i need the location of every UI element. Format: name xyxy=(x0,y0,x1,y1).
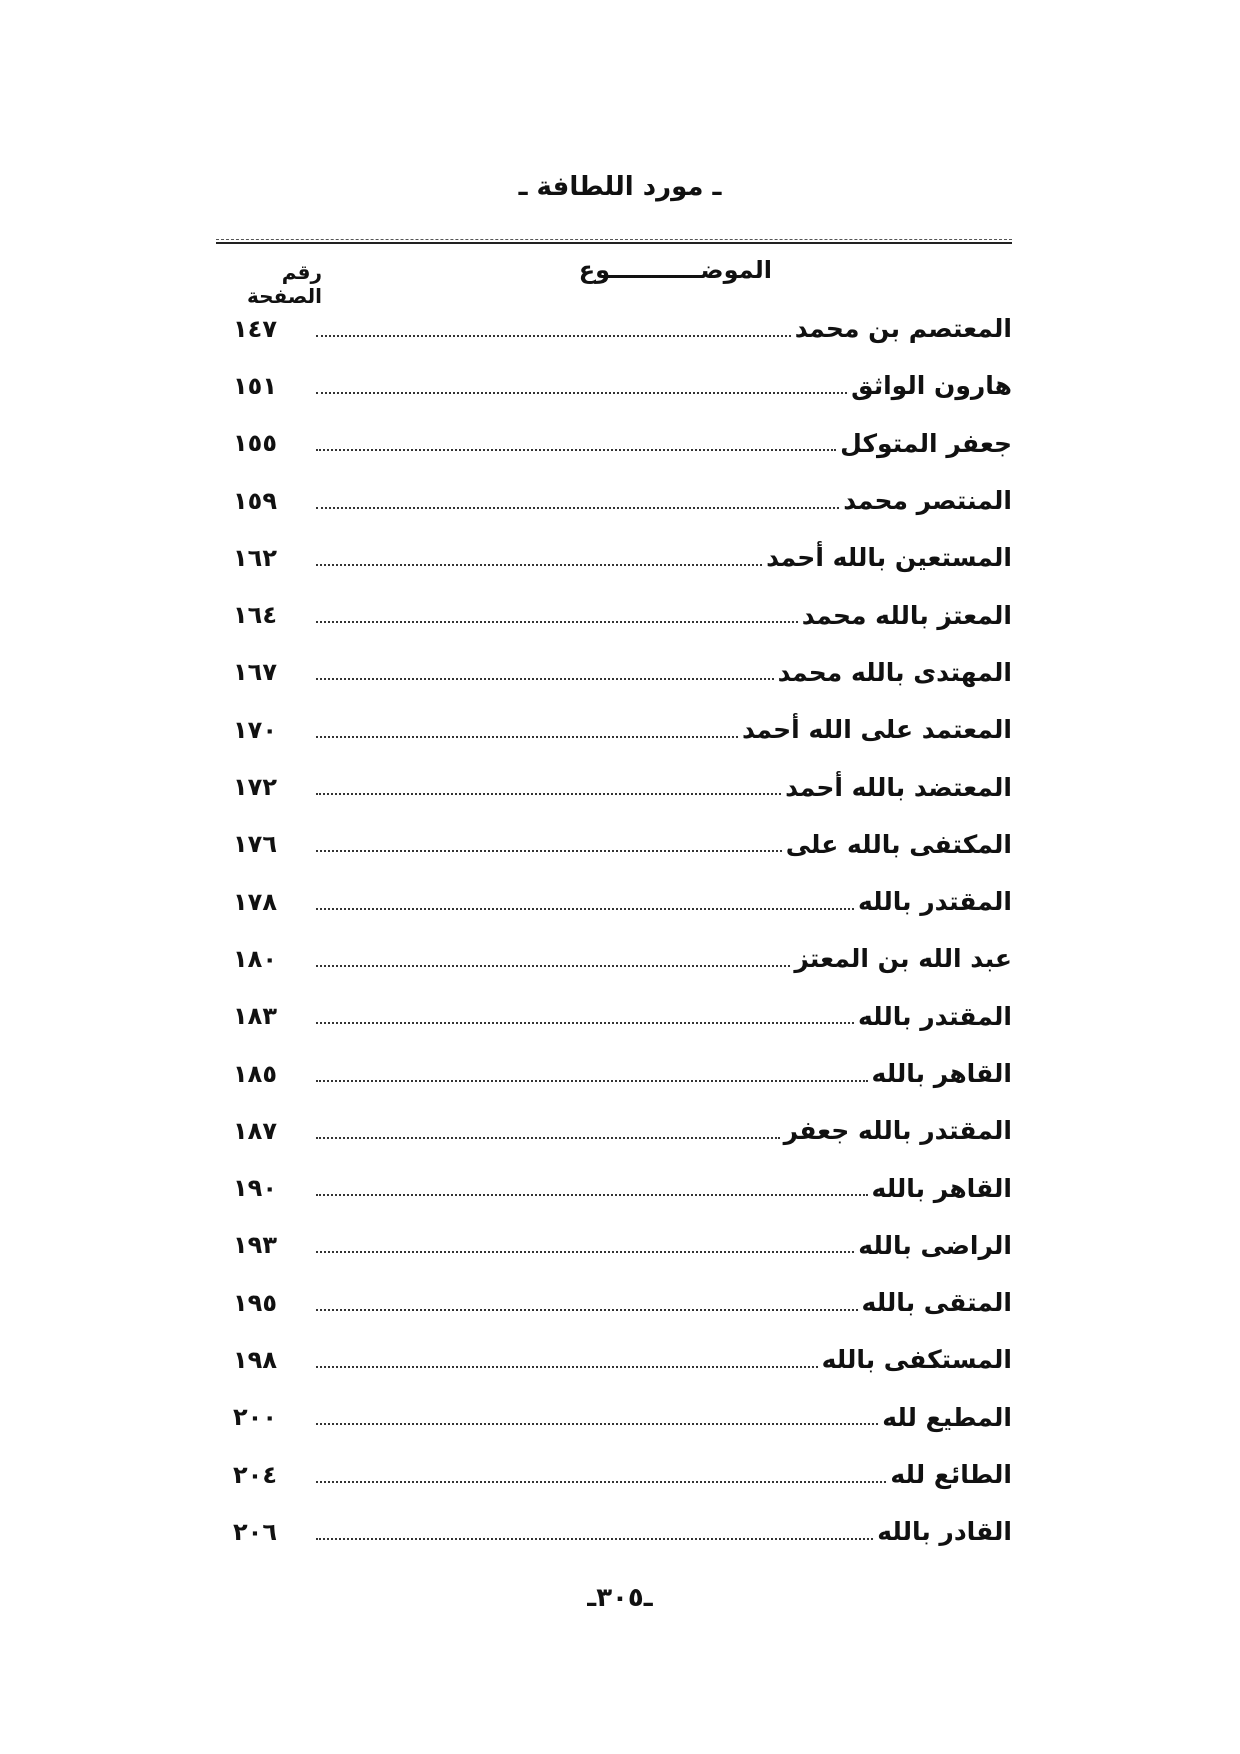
toc-entry-page: ١٩٨ xyxy=(233,1345,277,1374)
toc-entry-page: ١٥١ xyxy=(233,371,277,400)
dot-leader xyxy=(316,965,790,967)
header-rule xyxy=(216,242,1012,244)
dot-leader xyxy=(316,1366,818,1368)
toc-entry-title: القاهر بالله xyxy=(871,1173,1012,1203)
toc-entry-page: ١٥٥ xyxy=(233,429,277,458)
toc-entry xyxy=(216,472,1012,529)
running-head: ـ مورد اللطافة ـ xyxy=(518,172,722,202)
toc-entry xyxy=(216,1389,1012,1446)
toc-entry-title: المقتدر بالله جعفر xyxy=(783,1116,1012,1146)
toc-entry xyxy=(216,1503,1012,1560)
toc-entry-title: الطائع لله xyxy=(890,1460,1012,1490)
toc-entry-title: المعتصم بن محمد xyxy=(794,314,1012,344)
toc-entry xyxy=(216,1274,1012,1331)
dot-leader xyxy=(316,1194,868,1196)
dot-leader xyxy=(316,1423,878,1425)
dot-leader xyxy=(316,1137,780,1139)
table-of-contents xyxy=(216,300,1012,1561)
toc-entry-page: ٢٠٤ xyxy=(233,1460,277,1489)
toc-entry-page: ٢٠٦ xyxy=(233,1517,277,1546)
toc-entry-page: ١٧٦ xyxy=(233,830,277,859)
column-headers xyxy=(216,256,1012,308)
toc-entry-page: ١٩٠ xyxy=(233,1174,277,1203)
toc-entry-title: عبد الله بن المعتز xyxy=(794,944,1012,974)
toc-entry xyxy=(216,988,1012,1045)
column-header-topic: الموضـــــــــــوع xyxy=(578,256,772,284)
toc-entry xyxy=(216,415,1012,472)
toc-entry xyxy=(216,1217,1012,1274)
dot-leader xyxy=(316,1309,858,1311)
page-number-footer: ـ٣٠٥ـ xyxy=(587,1583,653,1613)
toc-entry xyxy=(216,1159,1012,1216)
dot-leader xyxy=(316,678,774,680)
toc-entry xyxy=(216,529,1012,586)
toc-entry xyxy=(216,930,1012,987)
toc-entry xyxy=(216,873,1012,930)
toc-entry xyxy=(216,758,1012,815)
toc-entry-title: المتقى بالله xyxy=(861,1288,1012,1318)
toc-entry xyxy=(216,701,1012,758)
toc-entry xyxy=(216,1102,1012,1159)
toc-entry-title: الراضى بالله xyxy=(858,1230,1012,1260)
toc-entry xyxy=(216,300,1012,357)
toc-entry xyxy=(216,357,1012,414)
toc-entry-title: المستعين بالله أحمد xyxy=(766,543,1012,573)
toc-entry-page: ١٧٢ xyxy=(233,773,277,802)
toc-entry-page: ١٥٩ xyxy=(233,486,277,515)
toc-entry-page: ١٩٣ xyxy=(233,1231,277,1260)
dot-leader xyxy=(316,335,791,337)
toc-entry-page: ١٨٠ xyxy=(233,944,277,973)
toc-entry-page: ١٩٥ xyxy=(233,1288,277,1317)
toc-entry-title: جعفر المتوكل xyxy=(840,428,1012,458)
toc-entry-title: المكتفى بالله على xyxy=(785,829,1012,859)
toc-entry-title: المعتز بالله محمد xyxy=(801,600,1012,630)
toc-entry-page: ١٨٣ xyxy=(233,1002,277,1031)
toc-entry xyxy=(216,644,1012,701)
toc-entry-page: ١٤٧ xyxy=(233,314,277,343)
dot-leader xyxy=(316,507,839,509)
toc-entry-page: ٢٠٠ xyxy=(233,1403,277,1432)
toc-entry-title: المقتدر بالله xyxy=(858,1001,1012,1031)
toc-entry-page: ١٧٠ xyxy=(233,715,277,744)
column-header-page-number: رقم الصفحة xyxy=(246,260,322,308)
dot-leader xyxy=(316,449,836,451)
toc-entry-title: المعتضد بالله أحمد xyxy=(785,772,1012,802)
dot-leader xyxy=(316,736,738,738)
dot-leader xyxy=(316,621,798,623)
toc-entry-title: المقتدر بالله xyxy=(858,887,1012,917)
toc-entry-title: هارون الواثق xyxy=(851,371,1012,401)
dot-leader xyxy=(316,1251,854,1253)
toc-entry-page: ١٦٢ xyxy=(233,543,277,572)
dot-leader xyxy=(316,1022,854,1024)
dot-leader xyxy=(316,908,854,910)
toc-entry-title: المطيع لله xyxy=(882,1402,1012,1432)
toc-entry xyxy=(216,816,1012,873)
toc-entry-title: المستكفى بالله xyxy=(821,1345,1012,1375)
dot-leader xyxy=(316,850,782,852)
header-rule-dashed xyxy=(216,239,1012,240)
toc-entry-title: القادر بالله xyxy=(877,1517,1012,1547)
toc-entry-page: ١٧٨ xyxy=(233,887,277,916)
toc-entry-title: المهتدى بالله محمد xyxy=(777,657,1012,687)
toc-entry xyxy=(216,1446,1012,1503)
dot-leader xyxy=(316,392,847,394)
toc-entry xyxy=(216,1331,1012,1388)
toc-entry-title: القاهر بالله xyxy=(871,1059,1012,1088)
toc-entry-page: ١٨٧ xyxy=(233,1116,277,1145)
toc-entry-page: ١٦٤ xyxy=(233,601,277,630)
dot-leader xyxy=(316,793,781,795)
dot-leader xyxy=(316,1538,873,1540)
dot-leader xyxy=(316,564,762,566)
dot-leader xyxy=(316,1080,868,1082)
dot-leader xyxy=(316,1481,886,1483)
toc-entry-page: ١٨٥ xyxy=(233,1059,277,1088)
toc-entry xyxy=(216,1045,1012,1102)
toc-entry-page: ١٦٧ xyxy=(233,658,277,687)
toc-entry-title: المعتمد على الله أحمد xyxy=(741,715,1012,745)
toc-entry-title: المنتصر محمد xyxy=(843,486,1012,516)
toc-entry xyxy=(216,586,1012,643)
